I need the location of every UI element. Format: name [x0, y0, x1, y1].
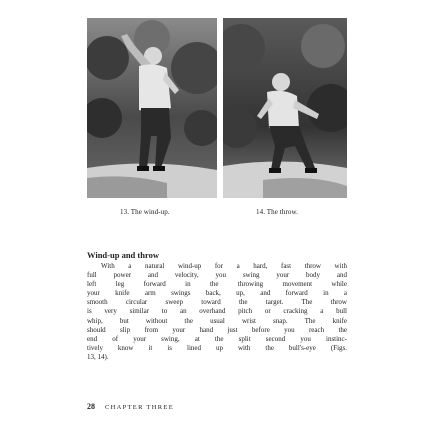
- paragraph-line: end of your swing, at the split second you instinc-: [87, 334, 347, 343]
- caption-figure-14: 14. The throw.: [256, 208, 299, 216]
- photo-wind-up-image: [87, 18, 217, 198]
- section-heading: Wind-up and throw: [87, 250, 159, 260]
- paragraph-line: whip, but without the usual wrist snap. The knife: [87, 316, 347, 325]
- paragraph-line: tively know it is lined up with the bull's-eye (Figs.: [87, 343, 347, 352]
- paragraph-line: your knife arm swings back, up, and forward in a: [87, 289, 347, 298]
- paragraph-line: left leg forward in the throwing movement while: [87, 280, 347, 289]
- paragraph-line: full power and velocity, you swing your body and: [87, 271, 347, 280]
- page-footer: [87, 396, 174, 414]
- photo-throw: [223, 18, 347, 198]
- photo-throw-image: [223, 18, 347, 198]
- paragraph-line: With a natural wind-up for a hard, fast throw with: [101, 262, 347, 270]
- page-number: 28: [87, 402, 95, 411]
- paragraph-line: is very similar to an overhand pitch or cracking a bull: [87, 307, 347, 316]
- chapter-title: CHAPTER THREE: [105, 404, 174, 411]
- paragraph-line: 13, 14).: [87, 352, 109, 361]
- caption-figure-13: 13. The wind-up.: [120, 208, 170, 216]
- paragraph-line: should slip from your hand just before you reach the: [87, 325, 347, 334]
- paragraph-line: smooth circular sweep toward the target. The throw: [87, 298, 347, 307]
- photo-wind-up: [87, 18, 217, 198]
- body-paragraph: [87, 262, 347, 362]
